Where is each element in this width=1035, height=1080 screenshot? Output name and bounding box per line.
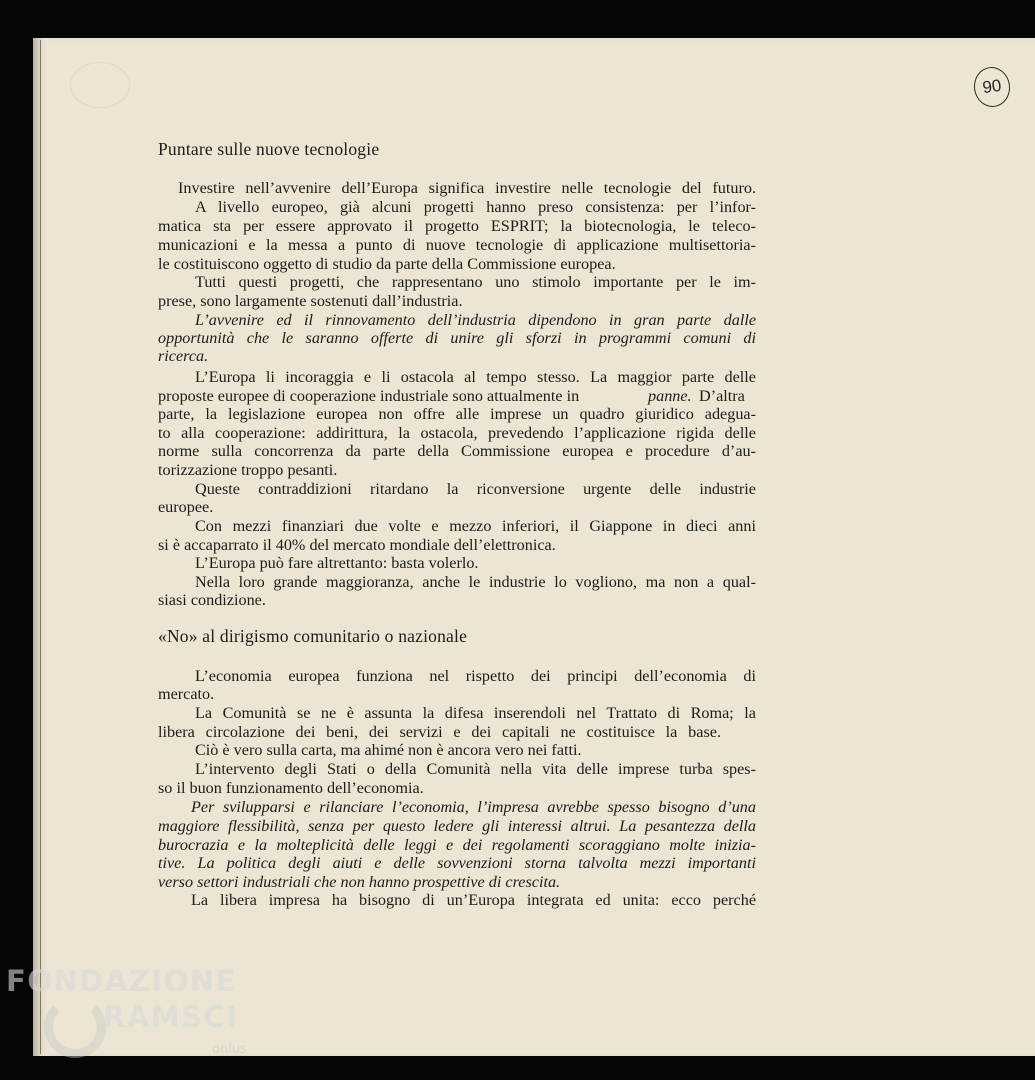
paragraph-line: parte, la legislazione europea non offre alle imprese un quadro giuridico adegua- [158, 405, 756, 423]
paragraph-line: torizzazione troppo pesanti. [158, 461, 338, 479]
paragraph-line: Nella loro grande maggioranza, anche le industrie lo vogliono, ma non a qual- [195, 573, 756, 591]
watermark-fondazione: FONDAZIONE [6, 964, 237, 998]
italic-line: Per svilupparsi e rilanciare l’economia, l’impresa avrebbe spesso bisogno d’una [191, 798, 756, 816]
spine-edge [40, 40, 41, 1054]
italic-word: panne. [648, 387, 692, 405]
watermark-g-logo [44, 996, 106, 1058]
paragraph-line: L’economia europea funziona nel rispetto dei principi dell’economia di [195, 667, 756, 685]
paragraph-line: libera circolazione dei beni, dei servizi e dei capitali ne costituisce la base. [158, 723, 721, 741]
paragraph-line: municazioni e la messa a punto di nuove tecnologie di applicazione multisettoria- [158, 236, 756, 254]
paragraph-line: L’intervento degli Stati o della Comunità nella vita delle imprese turba spes- [195, 760, 756, 778]
watermark-gramsci: RAMSCI [103, 1000, 239, 1034]
paragraph-line: si è accaparrato il 40% del mercato mondiale dell’elettronica. [158, 536, 556, 554]
section-title-dirigismo: «No» al dirigismo comunitario o nazionale [158, 626, 468, 646]
paragraph-line: Ciò è vero sulla carta, ma ahimé non è ancora vero nei fatti. [195, 741, 582, 759]
paragraph-line: so il buon funzionamento dell’economia. [158, 779, 424, 797]
paragraph-line: norme sulla concorrenza da parte della Commissione europea e procedure d’au- [158, 442, 756, 460]
section-title-technologies: Puntare sulle nuove tecnologie [158, 139, 380, 159]
paragraph-line: D’altra [699, 387, 745, 405]
paragraph-line: siasi condizione. [158, 591, 266, 609]
italic-line: L’avvenire ed il rinnovamento dell’industria dipendono in gran parte dalle [195, 311, 756, 329]
paragraph-line: mercato. [158, 685, 215, 703]
paragraph-line: Tutti questi progetti, che rappresentano uno stimolo importante per le im- [195, 273, 756, 291]
paragraph-line: La libera impresa ha bisogno di un’Europa integrata ed unita: ecco perché [191, 891, 756, 909]
paragraph-line: proposte europee di cooperazione industriale sono attualmente in [158, 387, 580, 405]
italic-line: burocrazia e la molteplicità delle leggi e dei regolamenti scoraggiano molte inizia- [158, 836, 756, 854]
page-number: 90 [971, 65, 1012, 110]
paragraph-line: Con mezzi finanziari due volte e mezzo inferiori, il Giappone in dieci anni [195, 517, 756, 535]
paragraph-line: L’Europa li incoraggia e li ostacola al tempo stesso. La maggior parte delle [195, 368, 756, 386]
paragraph-line: le costituiscono oggetto di studio da parte della Commissione europea. [158, 255, 616, 273]
paragraph-line: Investire nell’avvenire dell’Europa significa investire nelle tecnologie del futuro. [178, 179, 756, 197]
paragraph-line: Queste contraddizioni ritardano la riconversione urgente delle industrie [195, 480, 756, 498]
paragraph-line: prese, sono largamente sostenuti dall’industria. [158, 292, 463, 310]
paragraph-line: La Comunità se ne è assunta la difesa inserendoli nel Trattato di Roma; la [195, 704, 756, 722]
faded-stamp [70, 62, 130, 108]
italic-line: verso settori industriali che non hanno prospettive di crescita. [158, 873, 561, 891]
italic-line: ricerca. [158, 347, 209, 365]
italic-line: opportunità che le saranno offerte di unire gli sforzi in programmi comuni di [158, 329, 756, 347]
watermark-onlus: onlus [212, 1042, 247, 1057]
paragraph-line: L’Europa può fare altrettanto: basta volerlo. [195, 554, 479, 572]
italic-line: tive. La politica degli aiuti e delle sovvenzioni storna talvolta mezzi importanti [158, 854, 756, 872]
paragraph-line: to alla cooperazione: addirittura, la ostacola, prevedendo l’applicazione rigida delle [158, 424, 756, 442]
paragraph-line: A livello europeo, già alcuni progetti hanno preso consistenza: per l’infor- [195, 198, 756, 216]
italic-line: maggiore flessibilità, senza per questo ledere gli interessi altrui. La pesantezza della [158, 817, 756, 835]
paragraph-line: europee. [158, 498, 214, 516]
paragraph-line: matica sta per essere approvato il progetto ESPRIT; la biotecnologia, le teleco- [158, 217, 756, 235]
